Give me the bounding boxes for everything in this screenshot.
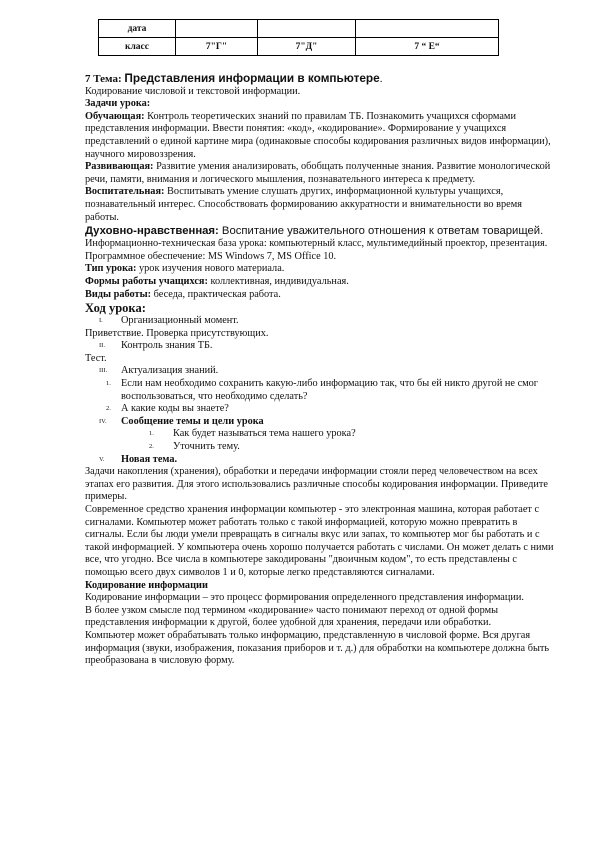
list-number: IV. xyxy=(99,417,107,425)
lesson-type xyxy=(85,263,555,276)
work-forms-text: коллективная, индивидуальная. xyxy=(207,275,349,287)
tech-base: Информационно-техническая база урока: компьютерный класс, мультимедийный проектор, презентация. xyxy=(85,238,548,250)
coding-heading: Кодирование информации xyxy=(85,579,208,591)
date-cell xyxy=(176,20,258,38)
work-kinds-text: беседа, практическая работа. xyxy=(151,288,281,300)
list-number: V. xyxy=(99,455,105,463)
moral-label: Духовно-нравственная: xyxy=(85,225,219,238)
course-heading: Ход урока: xyxy=(85,301,146,316)
list-number: 2. xyxy=(106,405,111,413)
paragraph: Кодирование информации – это процесс формирования определенного представления информации. xyxy=(85,592,524,604)
paragraph: Современное средство хранения информации компьютер - это электронная машина, которая работает с сигналами. Компьютер может работать только с такой информацией, которую можно превратить в сигналы. Если бы люди умели превращать в сигналы вкус или запах, то компьютер мог бы работать и с такой информацией. У компьютера очень хорошо получается работать с числами. Он может делать с ними все, что угодно. Все числа в компьютере закодированы "двоичным кодом", то есть представлены с помощью всего двух символов 1 и 0, которые легко представляются сигналами. xyxy=(85,504,554,578)
stage-text: Тест. xyxy=(85,352,107,364)
upbringing-text: Воспитывать умение слушать других, информационной культуры учащихся, познавательный интерес. Способствовать формированию аккуратности и внимательности во время работы. xyxy=(85,186,522,223)
class-label-cell: класс xyxy=(99,38,176,56)
list-item-text: Уточнить тему. xyxy=(173,441,240,453)
list-number: 1. xyxy=(106,380,111,388)
list-item-text: Контроль знания ТБ. xyxy=(121,340,213,352)
work-forms xyxy=(85,276,555,289)
class-cell: 7"Д" xyxy=(258,38,356,56)
lesson-type-label: Тип урока: xyxy=(85,263,137,275)
edu-goal xyxy=(85,111,555,161)
upbringing-label: Воспитательная: xyxy=(85,186,165,198)
edu-text: Контроль теоретических знаний по правилам ТБ. Познакомить учащихся сформами представления информации. Ввести понятия: «код», «кодирование». Формирование у учащихся представлений о единой картине мира (одинаковые способы кодирования различных видов информации), научного мировоззрения. xyxy=(85,110,551,160)
list-item xyxy=(85,454,555,467)
date-cell xyxy=(258,20,356,38)
date-cell xyxy=(356,20,499,38)
list-item xyxy=(85,378,555,403)
list-item-text: Организационный момент. xyxy=(121,315,239,327)
tasks-heading: Задачи урока: xyxy=(85,98,151,110)
list-number: 2. xyxy=(149,443,154,451)
list-item-text: Новая тема. xyxy=(121,453,178,465)
class-date-table xyxy=(98,19,499,56)
list-item-text: А какие коды вы знаете? xyxy=(121,403,229,415)
topic-dot: . xyxy=(379,73,383,85)
date-label-cell: дата xyxy=(99,20,176,38)
stage-text: Приветствие. Проверка присутствующих. xyxy=(85,327,269,339)
list-number: 1. xyxy=(149,430,154,438)
work-kinds xyxy=(85,289,555,302)
lesson-type-text: урок изучения нового материала. xyxy=(136,263,285,275)
dev-label: Развивающая: xyxy=(85,161,154,173)
list-number: II. xyxy=(99,342,105,350)
moral-goal xyxy=(85,224,555,238)
list-item-text: Актуализация знаний. xyxy=(121,365,219,377)
list-item-text: Если нам необходимо сохранить какую-либо информацию так, что бы ей никто другой не смог воспользоваться, что необходимо сделать? xyxy=(121,378,539,402)
upbringing-goal xyxy=(85,186,555,224)
class-cell: 7"Г" xyxy=(176,38,258,56)
topic-title: Представления информации в компьютере xyxy=(124,71,380,85)
list-item xyxy=(85,340,555,353)
edu-label: Обучающая: xyxy=(85,110,145,122)
paragraph: Задачи накопления (хранения), обработки и передачи информации стояли перед человечеством на всех этапах его развития. Для этого использовались различные способы кодирования информации. Приведите примеры. xyxy=(85,466,548,503)
list-item xyxy=(85,365,555,378)
list-item xyxy=(85,441,555,454)
document-body xyxy=(85,72,555,668)
subtopic: Кодирование числовой и текстовой информации. xyxy=(85,85,301,97)
class-cell: 7 “ Е“ xyxy=(356,38,499,56)
topic-prefix: 7 Тема: xyxy=(85,73,125,85)
list-item xyxy=(85,428,555,441)
list-item xyxy=(85,416,555,429)
software: Программное обеспечение: MS Windows 7, MS Office 10. xyxy=(85,250,337,262)
work-kinds-label: Виды работы: xyxy=(85,288,152,300)
dev-text: Развитие умения анализировать, обобщать полученные знания. Развитие монологической речи, памяти, внимания и логического мышления, познавательного интереса к предмету. xyxy=(85,161,551,185)
paragraph: Компьютер может обрабатывать только информацию, представленную в числовой форме. Вся другая информация (звуки, изображения, показания приборов и т. д.) для обработки на компьютере должна быть преобразована в числовую форму. xyxy=(85,629,550,667)
list-item xyxy=(85,403,555,416)
list-item-text: Как будет называться тема нашего урока? xyxy=(173,428,356,440)
list-item-text: Сообщение темы и цели урока xyxy=(121,415,264,427)
topic-line xyxy=(85,72,555,86)
paragraph: В более узком смысле под термином «кодирование» часто понимают переход от одной формы представления информации к другой, более удобной для хранения, передачи или обработки. xyxy=(85,604,499,629)
list-item xyxy=(85,315,555,328)
table-row xyxy=(99,20,499,38)
list-number: I. xyxy=(99,317,103,325)
list-number: III. xyxy=(99,367,108,375)
table-row xyxy=(99,38,499,56)
moral-text: Воспитание уважительного отношения к ответам товарищей. xyxy=(218,225,544,238)
work-forms-label: Формы работы учащихся: xyxy=(85,275,208,287)
dev-goal xyxy=(85,161,555,186)
